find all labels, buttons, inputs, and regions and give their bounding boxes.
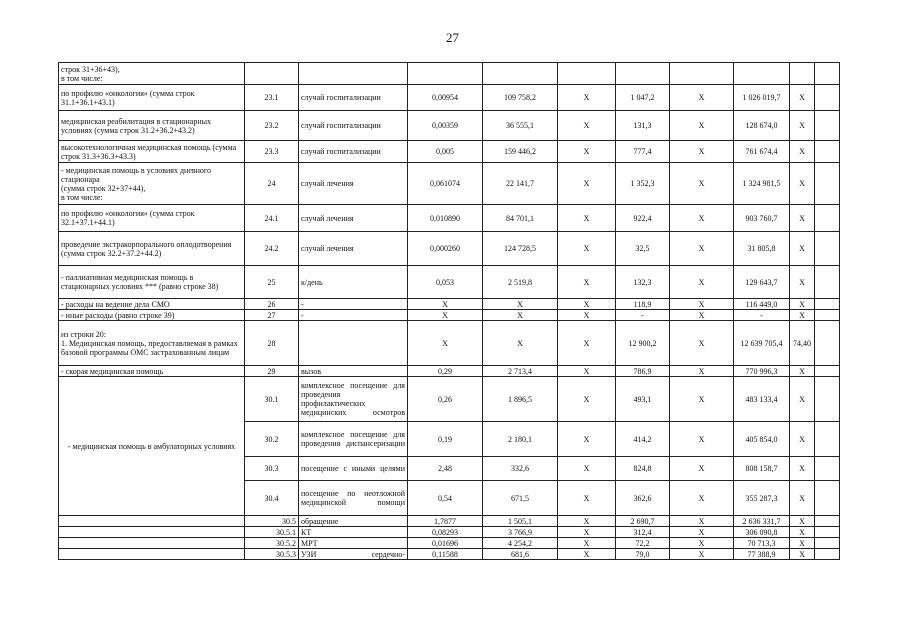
cell-pc-budget: X [558, 205, 616, 232]
table-row [59, 377, 840, 422]
cell-pc-budget: X [558, 141, 616, 163]
cell-sum-oms: 31 805,8 [734, 232, 790, 266]
cell-share-percent: X [790, 481, 815, 516]
cell-pc-oms: 922,4 [616, 205, 670, 232]
table-row [59, 266, 840, 299]
cell-share-percent: X [790, 377, 815, 422]
cell-extra [815, 299, 840, 310]
cell-extra [815, 516, 840, 527]
cell-pc-oms: 414,2 [616, 422, 670, 457]
cell-pc-budget: X [558, 310, 616, 321]
cell-unit: комплексное посещение для проведения профилактических медицинских осмотров [299, 377, 408, 422]
cell-share-percent: X [790, 141, 815, 163]
cell-volume-norm [408, 63, 483, 85]
cell-volume-norm: 1,7877 [408, 516, 483, 527]
cell-volume-norm: 0,29 [408, 366, 483, 377]
cell-sum-budget: X [670, 141, 734, 163]
cell-pc-oms: 2 690,7 [616, 516, 670, 527]
cell-cost-norm: 332,6 [483, 457, 558, 481]
cell-pc-oms: 312,4 [616, 527, 670, 538]
cell-sum-budget [670, 63, 734, 85]
cell-sum-oms: - [734, 310, 790, 321]
cell-sum-budget: X [670, 377, 734, 422]
table-row [59, 299, 840, 310]
cell-row-label: - расходы на ведение дела СМО [59, 299, 245, 310]
cell-extra [815, 85, 840, 111]
cell-unit: случай лечения [299, 232, 408, 266]
cell-sum-budget: X [670, 232, 734, 266]
cell-cost-norm: 3 766,9 [483, 527, 558, 538]
cell-cost-norm: X [483, 310, 558, 321]
cell-row-label: проведение экстракорпорального оплодотворения (сумма строк 32.2+37.2+44.2) [59, 232, 245, 266]
cell-share-percent: X [790, 85, 815, 111]
cell-sum-budget: X [670, 111, 734, 141]
table-row [59, 321, 840, 366]
cell-pc-budget: X [558, 85, 616, 111]
cell-pc-budget: X [558, 481, 616, 516]
cell-pc-oms: 131,3 [616, 111, 670, 141]
table-row [59, 205, 840, 232]
cell-pc-budget: X [558, 111, 616, 141]
cell-share-percent: X [790, 205, 815, 232]
cell-row-code: 30.5.1 [245, 527, 299, 538]
cell-extra [815, 321, 840, 366]
cell-share-percent: X [790, 232, 815, 266]
cell-unit: случай госпитализации [299, 141, 408, 163]
cell-sum-budget: X [670, 266, 734, 299]
table-row [59, 232, 840, 266]
cell-row-code: 30.3 [245, 457, 299, 481]
cell-row-code: 30.4 [245, 481, 299, 516]
table-row [59, 527, 840, 538]
cell-sum-oms: 405 854,0 [734, 422, 790, 457]
cell-extra [815, 366, 840, 377]
cell-share-percent: X [790, 516, 815, 527]
cell-extra [815, 549, 840, 560]
cell-volume-norm: 0,005 [408, 141, 483, 163]
cell-pc-budget: X [558, 377, 616, 422]
cell-sum-oms: 129 643,7 [734, 266, 790, 299]
cell-cost-norm: 84 701,1 [483, 205, 558, 232]
cell-pc-budget: X [558, 538, 616, 549]
cell-unit: вызов [299, 366, 408, 377]
cell-unit: к/день [299, 266, 408, 299]
cell-unit: - [299, 299, 408, 310]
cell-row-label: строк 31+36+43), в том числе: [59, 63, 245, 85]
cell-extra [815, 111, 840, 141]
cell-sum-budget: X [670, 527, 734, 538]
cell-cost-norm: 124 728,5 [483, 232, 558, 266]
cell-pc-oms [616, 63, 670, 85]
cell-unit: посещение по неотложной медицинской помощи [299, 481, 408, 516]
cell-extra [815, 527, 840, 538]
cell-volume-norm: 0,08293 [408, 527, 483, 538]
cell-pc-budget: X [558, 457, 616, 481]
cell-row-label [59, 538, 245, 549]
cell-sum-oms: 12 639 705,4 [734, 321, 790, 366]
cell-row-code: 24.2 [245, 232, 299, 266]
cell-extra [815, 63, 840, 85]
cell-sum-budget: X [670, 549, 734, 560]
cell-row-label: медицинская реабилитация в стационарных условиях (сумма строк 31.2+36.2+43.2) [59, 111, 245, 141]
cell-share-percent: X [790, 527, 815, 538]
cell-sum-budget: X [670, 516, 734, 527]
cell-pc-oms: 132,3 [616, 266, 670, 299]
cell-pc-budget: X [558, 232, 616, 266]
cell-extra [815, 205, 840, 232]
cell-volume-norm: X [408, 310, 483, 321]
cell-cost-norm: 2 180,1 [483, 422, 558, 457]
cell-extra [815, 310, 840, 321]
cell-row-code: 23.1 [245, 85, 299, 111]
cell-volume-norm: X [408, 299, 483, 310]
cell-volume-norm: 0,26 [408, 377, 483, 422]
cell-cost-norm: 22 141,7 [483, 163, 558, 205]
cell-row-label [59, 516, 245, 527]
cell-unit: МРТ [299, 538, 408, 549]
cell-pc-budget: X [558, 163, 616, 205]
cell-unit: - [299, 310, 408, 321]
cell-row-label: - медицинская помощь в условиях дневного стационара (сумма строк 32+37+44), в том числе: [59, 163, 245, 205]
cell-sum-oms: 70 713,3 [734, 538, 790, 549]
cell-cost-norm: 159 446,2 [483, 141, 558, 163]
cell-volume-norm: 0,000260 [408, 232, 483, 266]
cell-cost-norm: 2 713,4 [483, 366, 558, 377]
cell-sum-budget: X [670, 538, 734, 549]
cell-volume-norm: 2,48 [408, 457, 483, 481]
cell-row-label: по профилю «онкология» (сумма строк 32.1+37.1+44.1) [59, 205, 245, 232]
cell-share-percent: X [790, 163, 815, 205]
cell-pc-budget: X [558, 516, 616, 527]
cell-share-percent: X [790, 422, 815, 457]
cell-share-percent: X [790, 549, 815, 560]
cell-row-label: высокотехнологичная медицинская помощь (сумма строк 31.3+36.3+43.3) [59, 141, 245, 163]
cell-volume-norm: 0,11588 [408, 549, 483, 560]
cell-volume-norm: 0,010890 [408, 205, 483, 232]
cell-sum-oms: 116 449,0 [734, 299, 790, 310]
cell-volume-norm: 0,00359 [408, 111, 483, 141]
cell-pc-oms: 79,0 [616, 549, 670, 560]
table-row [59, 85, 840, 111]
cell-pc-oms: 786,9 [616, 366, 670, 377]
cell-row-code: 25 [245, 266, 299, 299]
cell-extra [815, 457, 840, 481]
cell-share-percent [790, 63, 815, 85]
table-body [59, 63, 840, 560]
cell-row-code: 24.1 [245, 205, 299, 232]
cell-row-code [245, 63, 299, 85]
cell-row-label [59, 527, 245, 538]
cell-cost-norm: 671,5 [483, 481, 558, 516]
cell-extra [815, 481, 840, 516]
cell-pc-oms: 824,8 [616, 457, 670, 481]
cell-pc-budget: X [558, 266, 616, 299]
cell-sum-oms: 306 090,8 [734, 527, 790, 538]
cell-unit: случай госпитализации [299, 85, 408, 111]
cell-row-code: 30.5.3 [245, 549, 299, 560]
cell-share-percent: X [790, 111, 815, 141]
cell-extra [815, 538, 840, 549]
cell-unit: случай лечения [299, 205, 408, 232]
table-row [59, 549, 840, 560]
cell-pc-budget: X [558, 366, 616, 377]
cell-row-label: по профилю «онкология» (сумма строк 31.1+36.1+43.1) [59, 85, 245, 111]
cell-extra [815, 377, 840, 422]
cell-pc-oms: 493,1 [616, 377, 670, 422]
cell-volume-norm: 0,061074 [408, 163, 483, 205]
cell-row-code: 30.1 [245, 377, 299, 422]
cell-row-label: - скорая медицинская помощь [59, 366, 245, 377]
cell-cost-norm: 2 519,8 [483, 266, 558, 299]
table-row [59, 63, 840, 85]
cell-sum-budget: X [670, 366, 734, 377]
cell-sum-oms: 761 674,4 [734, 141, 790, 163]
cell-pc-budget: X [558, 549, 616, 560]
cell-sum-budget: X [670, 422, 734, 457]
cell-pc-budget [558, 63, 616, 85]
cell-pc-oms: 32,5 [616, 232, 670, 266]
table-row [59, 141, 840, 163]
cell-unit: УЗИ сердечно- [299, 549, 408, 560]
table-row [59, 366, 840, 377]
cell-extra [815, 163, 840, 205]
cell-sum-oms: 1 324 981,5 [734, 163, 790, 205]
cell-pc-budget: X [558, 422, 616, 457]
cell-sum-budget: X [670, 310, 734, 321]
cell-sum-oms: 903 760,7 [734, 205, 790, 232]
cell-sum-budget: X [670, 321, 734, 366]
cell-row-code: 24 [245, 163, 299, 205]
cell-pc-budget: X [558, 321, 616, 366]
cell-unit: КТ [299, 527, 408, 538]
cell-share-percent: X [790, 538, 815, 549]
cell-sum-oms: 355 287,3 [734, 481, 790, 516]
cell-extra [815, 266, 840, 299]
cell-row-label: - иные расходы (равно строке 39) [59, 310, 245, 321]
table-row [59, 163, 840, 205]
cell-sum-budget: X [670, 85, 734, 111]
cell-extra [815, 422, 840, 457]
table-row [59, 310, 840, 321]
cell-cost-norm [483, 63, 558, 85]
cell-volume-norm: X [408, 321, 483, 366]
cell-pc-oms: 72,2 [616, 538, 670, 549]
cell-unit: комплексное посещение для проведения диспансеризации [299, 422, 408, 457]
cell-pc-oms: 777,4 [616, 141, 670, 163]
cell-cost-norm: 681,6 [483, 549, 558, 560]
cell-row-code: 26 [245, 299, 299, 310]
cell-row-code: 27 [245, 310, 299, 321]
cell-sum-oms [734, 63, 790, 85]
cell-volume-norm: 0,01696 [408, 538, 483, 549]
cell-extra [815, 232, 840, 266]
cell-extra [815, 141, 840, 163]
table-row [59, 516, 840, 527]
cell-sum-budget: X [670, 163, 734, 205]
cell-pc-oms: 1 047,2 [616, 85, 670, 111]
cell-unit [299, 321, 408, 366]
cell-share-percent: X [790, 310, 815, 321]
cell-volume-norm: 0,053 [408, 266, 483, 299]
page-number: 27 [446, 30, 459, 45]
cell-row-code: 30.5.2 [245, 538, 299, 549]
cell-row-label: - паллиативная медицинская помощь в стационарных условиях *** (равно строке 38) [59, 266, 245, 299]
cell-cost-norm: 1 896,5 [483, 377, 558, 422]
cell-pc-oms: 118,9 [616, 299, 670, 310]
cell-row-code: 23.2 [245, 111, 299, 141]
cell-unit: случай лечения [299, 163, 408, 205]
cell-row-code: 30.5 [245, 516, 299, 527]
cell-sum-oms: 770 996,3 [734, 366, 790, 377]
tariff-table [58, 62, 840, 560]
table-row [59, 538, 840, 549]
cell-row-label [59, 549, 245, 560]
cell-cost-norm: 109 758,2 [483, 85, 558, 111]
cell-sum-oms: 483 133,4 [734, 377, 790, 422]
cell-share-percent: X [790, 366, 815, 377]
cell-cost-norm: X [483, 299, 558, 310]
cell-row-label: из строки 20: 1. Медицинская помощь, предоставляемая в рамках базовой программы ОМС застрахованным лицам [59, 321, 245, 366]
cell-cost-norm: 36 555,1 [483, 111, 558, 141]
cell-pc-oms: 12 900,2 [616, 321, 670, 366]
cell-row-code: 29 [245, 366, 299, 377]
cell-sum-oms: 1 026 019,7 [734, 85, 790, 111]
cell-sum-budget: X [670, 299, 734, 310]
cell-pc-oms: - [616, 310, 670, 321]
cell-volume-norm: 0,00954 [408, 85, 483, 111]
table-row [59, 111, 840, 141]
cell-cost-norm: 4 254,2 [483, 538, 558, 549]
cell-sum-budget: X [670, 205, 734, 232]
cell-share-percent: X [790, 266, 815, 299]
cell-sum-oms: 2 636 331,7 [734, 516, 790, 527]
cell-pc-oms: 362,6 [616, 481, 670, 516]
cell-row-label: - медицинская помощь в амбулаторных условиях [59, 377, 245, 516]
cell-share-percent: X [790, 299, 815, 310]
cell-sum-oms: 128 674,0 [734, 111, 790, 141]
cell-volume-norm: 0,54 [408, 481, 483, 516]
cell-row-code: 30.2 [245, 422, 299, 457]
cell-sum-budget: X [670, 481, 734, 516]
cell-cost-norm: X [483, 321, 558, 366]
cell-cost-norm: 1 505,1 [483, 516, 558, 527]
cell-row-code: 28 [245, 321, 299, 366]
cell-pc-budget: X [558, 527, 616, 538]
cell-unit: обращение [299, 516, 408, 527]
cell-volume-norm: 0,19 [408, 422, 483, 457]
cell-pc-oms: 1 352,3 [616, 163, 670, 205]
cell-unit: посещение с иными целями [299, 457, 408, 481]
cell-unit: случай госпитализации [299, 111, 408, 141]
cell-share-percent: X [790, 457, 815, 481]
cell-sum-oms: 808 158,7 [734, 457, 790, 481]
cell-sum-oms: 77 388,9 [734, 549, 790, 560]
cell-share-percent: 74,40 [790, 321, 815, 366]
cell-sum-budget: X [670, 457, 734, 481]
cell-row-code: 23.3 [245, 141, 299, 163]
cell-unit [299, 63, 408, 85]
cell-pc-budget: X [558, 299, 616, 310]
